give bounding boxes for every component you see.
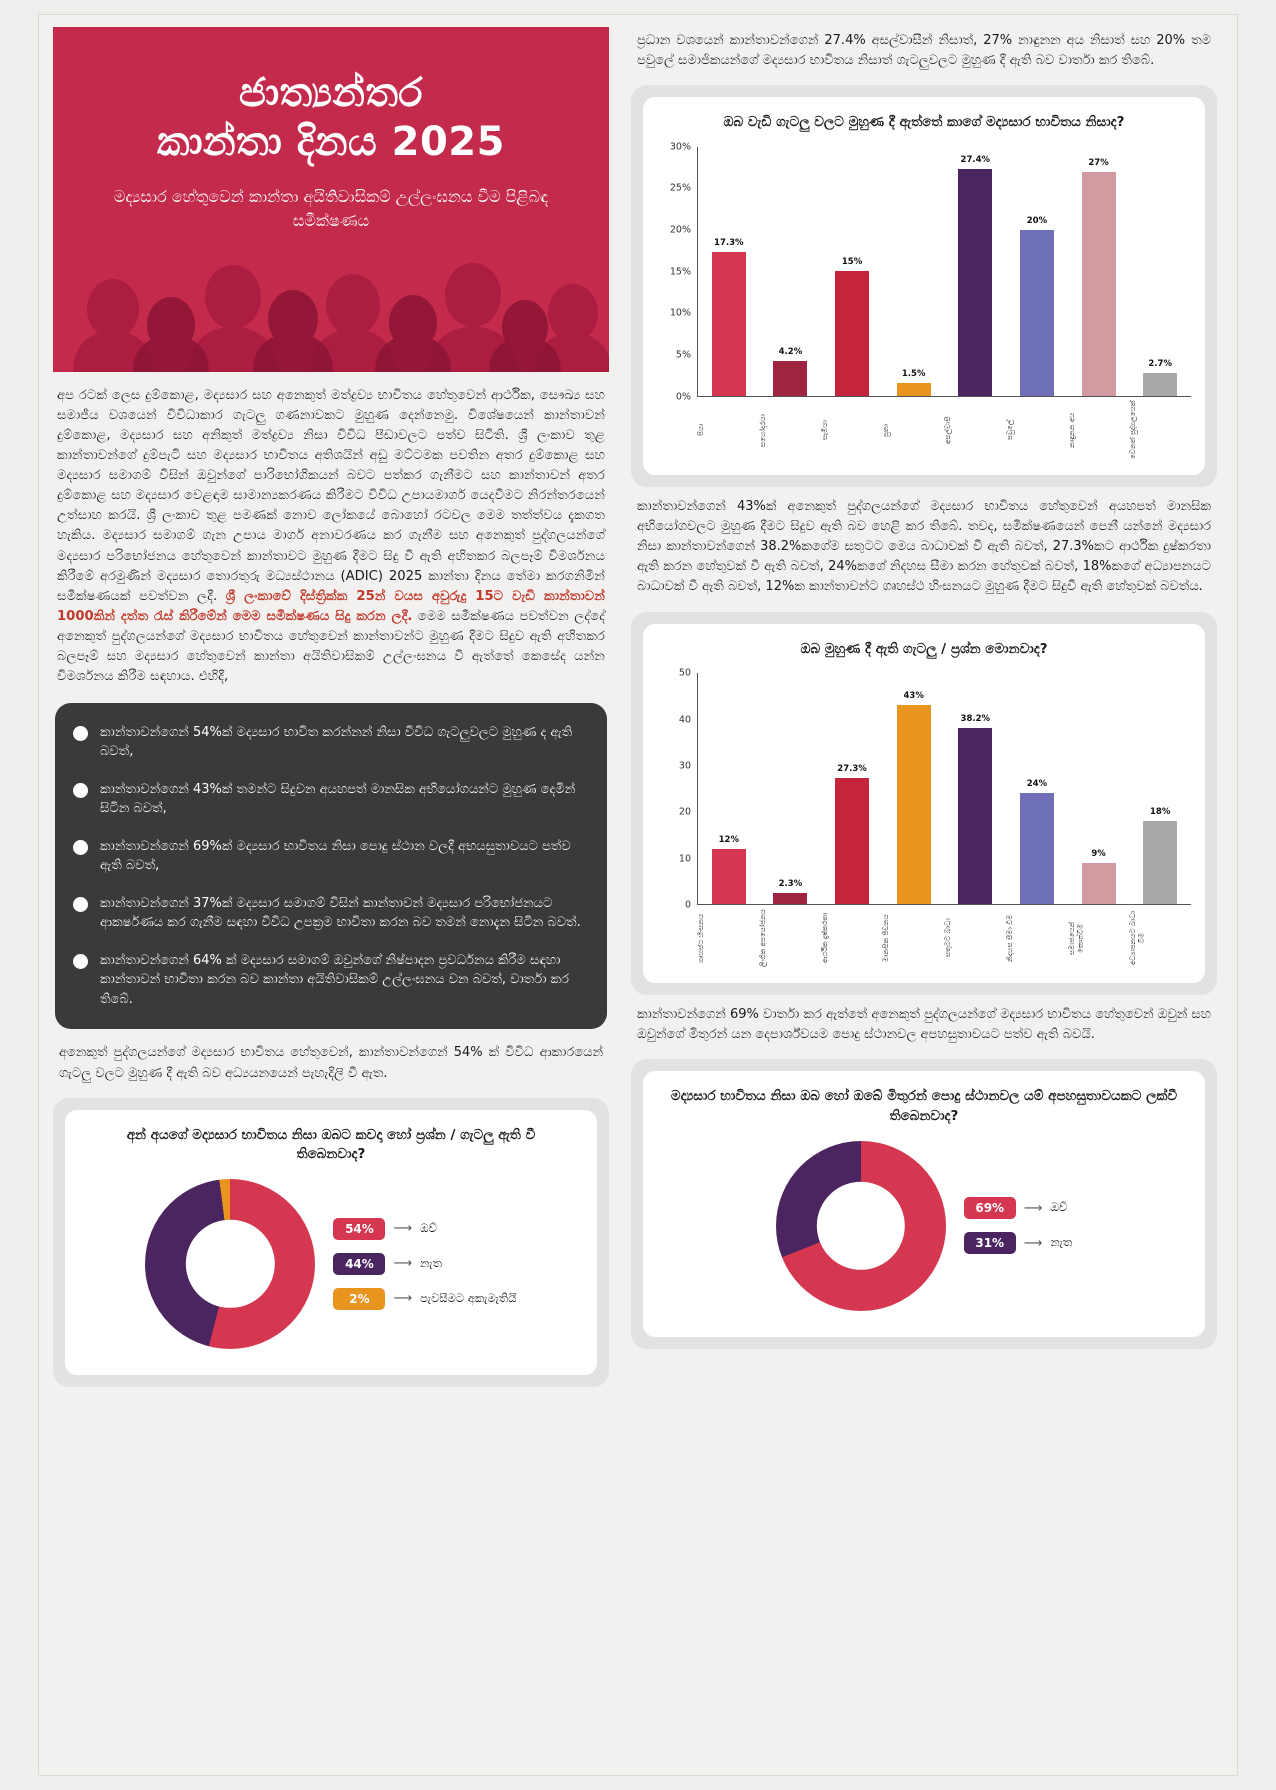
chart-card-donut-public: [631, 1059, 1217, 1348]
arrow-icon: ⟶: [393, 1221, 413, 1237]
y-tick: 0%: [675, 391, 691, 403]
donut-row: [75, 1173, 587, 1363]
legend-label: ඔව්: [1050, 1200, 1068, 1215]
chart-inner: [643, 1071, 1205, 1336]
x-tick: සතුටට බාධා: [943, 918, 952, 958]
bar: [1082, 848, 1116, 905]
bar-value-label: 27.4%: [960, 154, 991, 165]
chart-title: අන් අයගේ මද්‍යසාර භාවිතය නිසා ඔබට කවදා හෝ ප්‍රශ්න / ගැටලු ඇති වී තිබෙනවාද?: [126, 1126, 536, 1163]
legend-item: [964, 1232, 1073, 1254]
plot-area: [657, 141, 1191, 403]
y-tick: 0: [684, 899, 691, 911]
bar-value-label: 27%: [1088, 157, 1109, 168]
two-column-layout: [39, 15, 1237, 1775]
x-axis-labels: [697, 905, 1191, 969]
bars-container: [697, 147, 1191, 397]
bars-container: [697, 673, 1191, 905]
bar: [897, 369, 931, 395]
bar-value-label: 18%: [1149, 806, 1171, 817]
bar-value-label: 24%: [1026, 779, 1048, 790]
y-axis: [657, 141, 697, 403]
bar-column: [1006, 673, 1068, 904]
bar-value-label: 43%: [903, 691, 924, 702]
bullet-dot-icon: [73, 840, 88, 855]
x-tick: සැමියා: [819, 419, 829, 440]
right-column: [631, 27, 1217, 1763]
bar: [712, 834, 746, 904]
bar: [1020, 216, 1054, 396]
x-tick: අසල්වාසී: [943, 415, 952, 444]
plot-area: [657, 667, 1191, 911]
finding-text: කාන්තාවන්ගෙන් 69%ක් මද්‍යසාර භාවිතය නිසා පොදු ස්ථාන වලදී අභයසුතාවයට පත්ව ඇති බවත්,: [100, 838, 571, 874]
x-tick: පියා: [696, 423, 705, 437]
bar-value-label: 20%: [1026, 216, 1048, 227]
bullet-dot-icon: [73, 954, 88, 969]
bar-column: [883, 147, 945, 396]
x-tick: පුතා: [881, 423, 891, 437]
x-tick: අධ්‍යාපනයට බාධා වීම: [1128, 911, 1146, 966]
bar-column: [1006, 147, 1068, 396]
x-tick: සහෝදරයා: [757, 413, 767, 447]
bar: [1082, 157, 1116, 396]
bar: [712, 238, 746, 396]
legend-value: 44%: [333, 1253, 385, 1275]
arrow-icon: ⟶: [1023, 1200, 1043, 1216]
list-item: [73, 837, 585, 876]
intro-paragraph: [53, 372, 609, 687]
bar-column: [945, 673, 1007, 904]
bar-chart: [653, 667, 1195, 971]
bar-column: [945, 147, 1007, 396]
donut-row: [653, 1135, 1195, 1325]
list-item: [73, 951, 585, 1010]
legend-value: 2%: [333, 1288, 385, 1310]
legend-value: 54%: [333, 1218, 385, 1240]
bar-column: [698, 147, 760, 396]
bar-value-label: 12%: [718, 834, 739, 845]
bar: [835, 257, 869, 396]
bar-value-label: 15%: [841, 257, 863, 268]
right-bottom-paragraph: කාන්තාවන්ගෙන් 69% වාර්තා කර ඇත්තේ අනෙකුත් පුද්ගලයන්ගේ මද්‍යසාර භාවිතය හේතුවෙන් ඔවුන් සහ ඔවුන්ගේ මිතුරන් යන දෙපාර්ශ්වයම පොදු ස්ථානවල අපහසුතාවයට පත්ව ඇති බවයි.: [637, 1007, 1211, 1043]
poster-title-line1: ජාත්‍යන්තර: [238, 70, 424, 116]
donut-legend: [333, 1218, 516, 1310]
bar-column: [883, 673, 945, 904]
y-tick: 50: [678, 667, 691, 679]
bar-column: [760, 147, 822, 396]
y-tick: 30: [678, 760, 691, 772]
donut-legend: [964, 1197, 1073, 1254]
bar-column: [760, 673, 822, 904]
legend-label: නැත: [420, 1255, 442, 1270]
chart-title: මද්‍යසාර භාවිතය නිසා ඔබ හෝ ඔබේ මිතුරන් පොදු ස්ථානවල යම් අපහසුතාවයකට ලක්වී තිබෙනවාද?: [670, 1088, 1178, 1124]
bar-value-label: 38.2%: [960, 713, 991, 724]
right-top-paragraph: ප්‍රධාන වශයෙන් කාන්තාවන්ගෙන් 27.4% අසල්වාසීන් නිසාත්, 27% නාඳුනන අය නිසාත් සහ 20% තම පවුලේ සමාජිකයන්ගේ මද්‍යසාර භාවිතය නිසාත් ගැටලුවලට මුහුණ දී ඇති බව වාර්තා කර තිබේ.: [637, 33, 1211, 69]
bar: [835, 763, 869, 904]
legend-value: 69%: [964, 1197, 1016, 1219]
bar-column: [821, 673, 883, 904]
finding-text: කාන්තාවන්ගෙන් 37%ක් මද්‍යසාර සමාගම් විසින් කාන්තාවන් මද්‍යසාර පරිභෝජනයට ආකර්ෂණය කර ගැනීම සඳහා විවිධ උපක්‍රම භාවිතා කරන බව තමන් නොදැන සිටින බවත්.: [100, 895, 581, 931]
y-tick: 5%: [675, 349, 691, 361]
legend-value: 31%: [964, 1232, 1016, 1254]
bar-column: [1068, 673, 1130, 904]
y-tick: 15%: [669, 266, 691, 278]
intro-text-part2: මෙම සමීක්ෂණය පවත්වන ලද්දේ අනෙකුත් පුද්ගලයන්ගේ මද්‍යසාර භාවිතය හේතුවෙන් කාන්තාවන්ට මුහුණ දීමට සිදුව ඇති අහිතකර බලපෑම් සහ මද්‍යසාර හේතුවෙන් කාන්තා අයිතිවාසිකම් උල්ලංඝනය වී ඇත්තේ කෙසේද යන්න විමර්ශනය කිරීම සඳහාය. එහිදී,: [57, 608, 605, 684]
x-tick: නිදහස සීමා වීම: [1004, 914, 1014, 962]
bar-value-label: 2.7%: [1148, 359, 1172, 370]
bar-value-label: 1.5%: [901, 369, 926, 380]
x-tick: ලිංගික අපයෝජනය: [757, 909, 767, 968]
bullet-dot-icon: [73, 897, 88, 912]
x-tick: ගෘහස්ථ හිංසනය: [696, 913, 705, 963]
bullet-dot-icon: [73, 783, 88, 798]
poster-title-line2: කාන්තා දිනය 2025: [157, 118, 505, 165]
legend-item: [333, 1218, 516, 1240]
arrow-icon: ⟶: [393, 1256, 413, 1272]
x-axis-labels: [697, 397, 1191, 461]
y-axis: [657, 667, 697, 911]
chart-card-donut-problems: [53, 1098, 609, 1387]
legend-label: පැවසීමට අකැමැතියි: [420, 1290, 517, 1305]
chart-inner: [643, 97, 1205, 475]
finding-text: කාන්තාවන්ගෙන් 54%ක් මද්‍යසාර භාවිත කරන්නන් නිසා විවිධ ගැටලුවලට මුහුණ ද ඇති බවත්,: [100, 724, 573, 760]
y-tick: 20%: [669, 224, 691, 236]
finding-text: කාන්තාවන්ගෙන් 64% ක් මද්‍යසාර සමාගම් ඔවුන්ගේ නිෂ්පාදන ප්‍රවර්ධනය කිරීම සඳහා කාන්තාවන් භාවිතා කරන බව කාන්තා අයිතිවාසිකම් උල්ලංඝනය වන බවත්, වාර්තා කර තිබේ.: [100, 952, 570, 1007]
donut-chart: [145, 1179, 315, 1349]
bar: [897, 691, 931, 904]
bar-value-label: 2.3%: [778, 879, 803, 890]
legend-item: [964, 1197, 1073, 1219]
x-tick: සමාජයෙන් කොන්වීම: [1066, 921, 1084, 955]
bar-value-label: 27.3%: [837, 763, 867, 774]
chart-title: ඔබ මුහුණ දී ඇති ගැටලු / ප්‍රශ්න මොනවාද?: [800, 640, 1048, 657]
bar: [1143, 806, 1177, 904]
chart-inner: [65, 1110, 597, 1375]
bar-value-label: 17.3%: [714, 238, 744, 249]
intro-text-part1: අප රටක් ලෙස දුම්කොළ, මද්‍යසාර සහ අනෙකුත් මත්ද්‍රව්‍ය භාවිතය හේතුවෙන් ආර්ථික, සෞඛ්‍ය සහ සමාජීය වශයෙන් විවිධාකාර ගැටලු ගණනාවකට මුහුණ දෙන්නෙමු. විශේෂයෙන් කාන්තාවන් දුම්කොළ, මද්‍යසාර සහ අනිකුත් මත්ද්‍රව්‍ය නිසා විවිධ පීඩාවලට පත්ව සිටිති. ශ්‍රී ලංකාව තුළ කාන්තාවන්ගේ දුම්පැටි සහ මද්‍යසාර භාවිතය අතිශයින් අඩු මට්ටමක පවතින අතර දුම්කොළ සහ මද්‍යසාර සමාගම් විසින් ඔවුන්ගේ පාරිභෝගිකයන් බවට පත්කර ගැනීමට සහ කාන්තාවන් අතර දුම්කොළ සහ මද්‍යසාර වෙළඳාම සාමාන්‍යකරණය කිරීමට විවිධ උපායමාර්ග යෙදවීමට නිරන්තරයෙන් උත්සාහ කරයි. ශ්‍රී ලංකාව තුළ පමණක් නොව ලෝකයේ බොහෝ රටවල මෙම තත්ත්වය දැකගත හැකිය. මද්‍යසාර සමාගම් ගැන උපාය මාර්ග අනාවරණය කර ගැනීම සහ අනෙකුත් පුද්ගලයන්ගේ මද්‍යසාර පරිභෝජනය හේතුවෙන් කාන්තාවට මුහුණ දීමට සිදු වී ඇති අහිතකර බලපෑම් විමර්ශනය කිරීමේ අරමුණින් මද්‍යසාර තොරතුරු මධ්‍යස්ථානය (ADIC) 2025 කාන්තා දිනය තේමා කරගනිමින් සමීක්ෂණයක් පවත්වන ලදී.: [57, 388, 605, 604]
list-item: [73, 780, 585, 819]
chart-title: ඔබ වැඩි ගැටලු වලට මුහුණ දී ඇත්තේ කාගේ මද්‍යසාර භාවිතය නිසාද?: [723, 114, 1125, 131]
right-middle-paragraph: කාන්තාවන්ගෙන් 43%ක් අනෙකුත් පුද්ගලයන්ගේ මද්‍යසාර භාවිතය හේතුවෙන් අයහපත් මානසික අභියෝගවලට මුහුණ දීමට සිදුව ඇති බව හෙළි කර තිබේ. තවද, සමීක්ෂණයෙන් පෙනී යන්නේ මද්‍යසාර නිසා කාන්තාවන්ගෙන් 38.2%කගේම සතුටට මෙය බාධාවක් වී ඇති බවත්, 27.3%කට ආර්ථික දුෂ්කරතා ඇති කරන හේතුවක් වී ඇති බවත්, 24%කගේ නිදහස සීමා කරන හේතුවක් බවත්, 18%කගේ අධ්‍යාපනයට බාධාවක් වී ඇති බවත්, 12%ක කාන්තාවන්ට ගෘහස්ථ හිංසනයට මුහුණ දීමට සිදුවී ඇති හේතුවක් බවත්ය.: [637, 498, 1211, 595]
bar: [958, 154, 992, 396]
finding-text: කාන්තාවන්ගෙන් 43%ක් තමන්ට සිදුවන අයහපත් මානසික අභියෝගයන්ට මුහුණ දෙමින් සිටින බවත්,: [100, 781, 576, 817]
bullet-dot-icon: [73, 726, 88, 741]
legend-label: නැත: [1050, 1235, 1073, 1250]
intro-text-highlight: ශ්‍රී ලංකාවේ දිස්ත්‍රික්ක 25න් වයස අවුරුදු 15ට වැඩි කාන්තාවන් 1000කින් දත්ත රැස් කිරීමේන් මෙම සමීක්ෂණය සිදු කරන ලදී.: [57, 588, 605, 624]
bar-column: [821, 147, 883, 396]
x-tick: වෙනත් පුද්ගලයෙක්: [1128, 400, 1138, 460]
bar-value-label: 9%: [1091, 848, 1106, 859]
arrow-icon: ⟶: [1023, 1235, 1043, 1251]
list-item: [73, 723, 585, 762]
bar: [958, 713, 992, 904]
bar: [773, 879, 807, 904]
bar-column: [1129, 147, 1191, 396]
bar-chart: [653, 141, 1195, 463]
findings-box: [55, 703, 607, 1030]
left-column: [53, 27, 609, 1763]
list-item: [73, 894, 585, 933]
donut-chart: [776, 1141, 946, 1311]
bar: [1020, 779, 1054, 904]
chart-card-problem-source: [631, 85, 1217, 487]
y-tick: 25%: [669, 182, 691, 194]
arrow-icon: ⟶: [393, 1291, 413, 1307]
poster-subtitle: මද්‍යසාර හේතුවෙන් කාන්තා අයිතිවාසිකම් උල්ලංඝනය වීම පිළිබඳ සමීක්ෂණය: [113, 186, 549, 230]
after-findings-paragraph: අනෙකුත් පුද්ගලයන්ගේ මද්‍යසාර භාවිතය හේතුවෙන්, කාන්තාවන්ගෙන් 54% ක් විවිධ ආකාරයෙන් ගැටලු වලට මුහුණ දී ඇති බව අධ්‍යයනයෙන් පැහැදිලි වී ඇත.: [59, 1045, 603, 1081]
x-tick: නාඳුනන අය: [1066, 412, 1076, 448]
legend-label: ඔව්: [420, 1220, 437, 1235]
bar-value-label: 4.2%: [778, 346, 803, 357]
legend-item: [333, 1253, 516, 1275]
header-banner: [53, 27, 609, 372]
y-tick: 40: [678, 714, 691, 725]
bar: [1143, 359, 1177, 395]
x-tick: ආර්ථික දුෂ්කරතා: [819, 912, 829, 964]
x-tick: පවුලේ: [1004, 419, 1014, 441]
y-tick: 10%: [669, 307, 691, 319]
chart-inner: [643, 624, 1205, 984]
women-silhouettes-icon: [53, 247, 609, 372]
y-tick: 20: [678, 806, 691, 818]
poster-page: [38, 14, 1238, 1776]
y-tick: 30%: [669, 141, 691, 153]
poster-title: [53, 27, 609, 167]
chart-card-problem-type: [631, 612, 1217, 996]
x-tick: මානසික පීඩනය: [881, 914, 891, 963]
bar-column: [1129, 673, 1191, 904]
bar: [773, 346, 807, 396]
bar-column: [1068, 147, 1130, 396]
y-tick: 10: [678, 853, 691, 865]
legend-item: [333, 1288, 516, 1310]
bar-column: [698, 673, 760, 904]
